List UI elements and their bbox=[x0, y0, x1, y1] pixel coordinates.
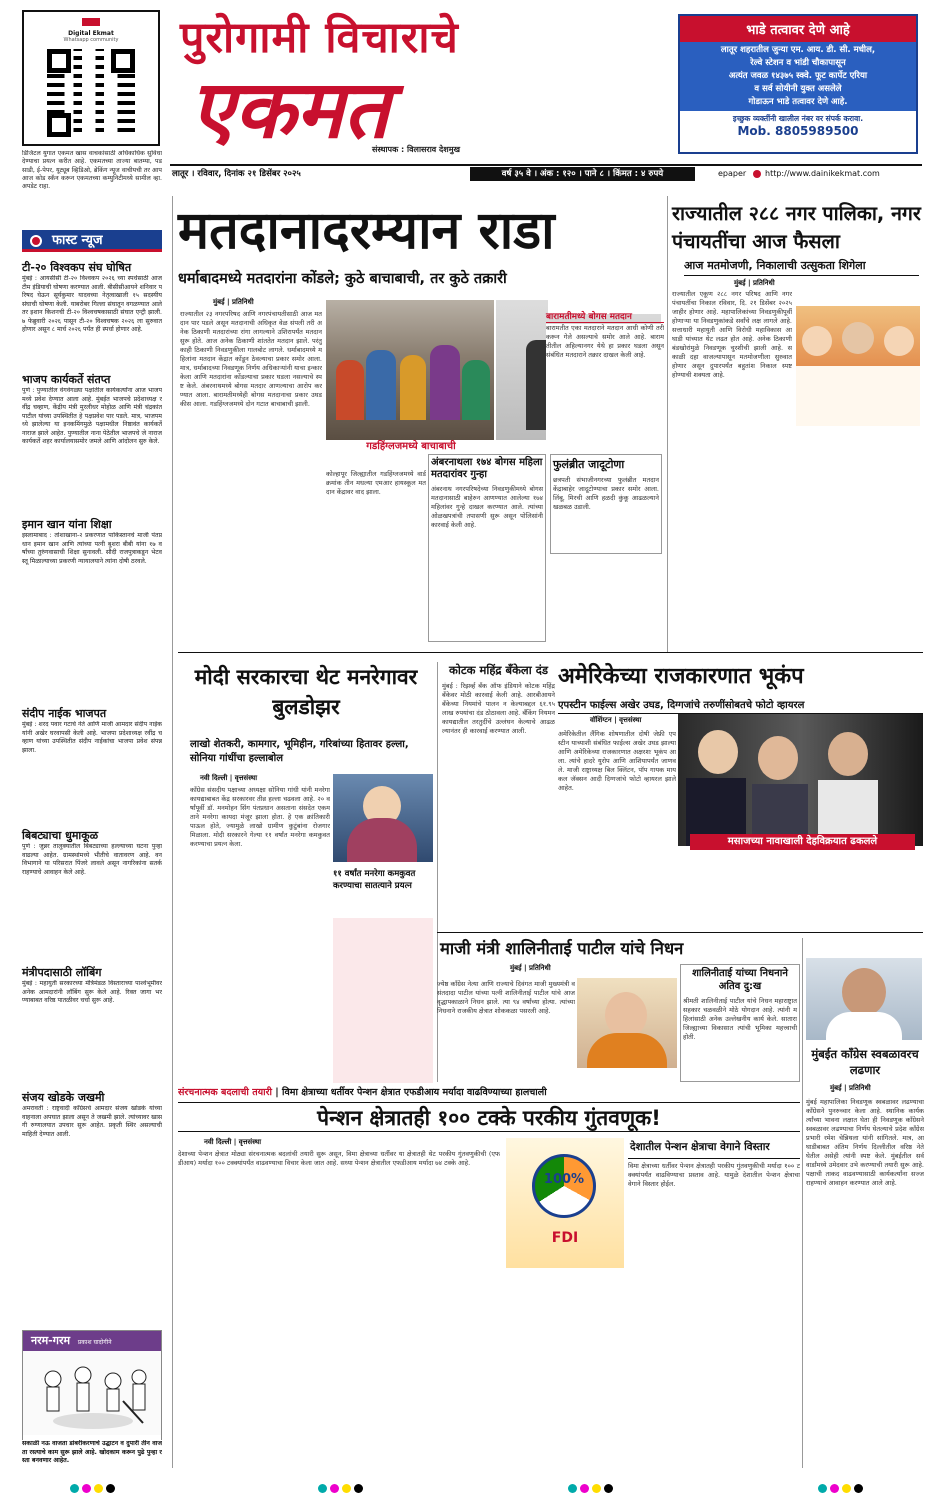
epaper-icon bbox=[753, 170, 761, 178]
rent-ad-title: भाडे तत्वावर देणे आहे bbox=[680, 16, 916, 42]
lead-body: राज्यातील २३ नगरपरिषद आणि नगरपंचायतीसाठी आज मतदान पार पडले असून मतदानाची अधिकृत वेळ संपली तरी अनेक ठिकाणी मतदारांच्या रांगा लागल्याने उशिरापर्यंत मतदान सुरू होते. आज अनेक ठिकाणी शांततेत मतदान झाले. परंतु काही ठिकाणी निवडणुकीला गालबोट लागले. धर्माबादमध्ये महिलांना मतदान केंद्रात कोंडून ठेवल्याचा प्रकार समोर आला. मात्र, धर्माबादच्या निवडणूक निर्णय अधिकाऱ्यांनी याचा इन्कार केला आणि मतदारांना कोंडल्याचा प्रकार घडला नसल्याचे स्पष्ट केले. अंबरनाथमध्ये बोगस मतदार आणल्याचा आरोप करण्यात आला. बारामतीमध्येही बोगस मतदानाचा प्रकार उघडकीस आला. गडहिंग्लजमध्ये दोन गटात बाचाबाची झाली. bbox=[180, 310, 322, 408]
modi-photo-caption: ११ वर्षांत मनरेगा कमकुवत करण्याचा सातत्याने प्रयत्न bbox=[333, 869, 416, 891]
america-body: अमेरिकेतील लैंगिक शोषणातील दोषी जेफ्री एपस्टीन याच्याशी संबंधित फाईल्स अखेर उघड झाल्या आणि अमेरिकेच्या राजकारणात अक्षरशः भूकंप आला. त्यांचे हादरे युरोप आणि आशियापर्यंत जाणवले. माजी राष्ट्राध्यक्ष बिल क्लिंटन, पॉप गायक मायकल जॅक्सन आदी दिग्गजांचे फोटो व्हायरल झाले आहेत. bbox=[558, 730, 676, 792]
fast-news-item bbox=[22, 828, 162, 951]
box3-title: बारामतीमध्ये बोगस मतदान bbox=[546, 310, 664, 323]
pension-graphic bbox=[506, 1138, 624, 1268]
cartoon-illustration bbox=[23, 1351, 161, 1435]
color-registration-marks bbox=[318, 1478, 366, 1497]
box2-title: फुलंब्रीत जादूटोणा bbox=[553, 458, 625, 471]
fast-news-item bbox=[22, 965, 162, 1090]
nagar-photo bbox=[796, 306, 920, 426]
fast-news-head: बिबट्याचा धुमाकूळ bbox=[22, 829, 99, 842]
fast-news-head: इमान खान यांना शिक्षा bbox=[22, 518, 112, 531]
pension-banner-red: संरचनात्मक बदलाची तयारी bbox=[178, 1087, 272, 1098]
website-link[interactable]: http://www.dainikekmat.com bbox=[765, 169, 880, 178]
modi-subhead: लाखो शेतकरी, कामगार, भूमिहीन, गरिबांच्या हितावर हल्ला, सोनिया गांधींचा हल्लाबोल bbox=[190, 739, 409, 764]
fast-news-body: पुणे : पुण्यातील वेगवेगळ्या पक्षांतील कार्यकर्त्यांना आज भाजपमध्ये प्रवेश देण्यात आला आहे. मुंबईत भाजपचे प्रदेशाध्यक्ष रवींद्र चव्हाण, केंद्रीय मंत्री मुरलीधर मोहोळ आणि मंत्री चंद्रकांत पाटील यांच्या उपस्थितीत हे पक्षप्रवेश पार पडले. मात्र, भाजपमध्ये झालेल्या या इनकमिंगमुळे पक्षामधील निष्ठावंत कार्यकर्ते नाराज झाले आहेत. पुण्यातील नाना पेठेतील भाजपचे जे नाराज कार्यकर्ते शहर कार्यालयासमोर जमले आणि आंदोलन सुरु केले. bbox=[22, 387, 162, 445]
naram-caption: सकाळी नऊ वाजता डांबरीकरणाचे उद्घाटन व दुपारी तीन वाजता रस्त्याचे काम सुरू झाले आहे. खोदकाम करून पुढे पुन्हा रस्ता बनवणार आहेत. bbox=[22, 1440, 162, 1470]
nagar-byline: मुंबई | प्रतिनिधी bbox=[734, 279, 775, 287]
fast-news-body: पुणे : जुन्नर तालुक्यातील बिबट्याच्या हल्ल्याच्या घटना पुन्हा वाढल्या आहेत. ग्रामस्थांमध्ये भीतीचे वातावरण आहे. वन विभागाने या परिसरात पिंजरे लावले असून नागरिकांना सतर्क राहण्याचे आवाहन केले आहे. bbox=[22, 843, 162, 876]
fast-news-body: मुंबई : शरद पवार गटाचे नेते आणि माजी आमदार संदीप नाईक यांनी अखेर घरवापसी केली आहे. भाजपा प्रदेशाध्यक्ष रवींद्र चव्हाण यांच्या उपस्थितीत संदीप नाईकांचा भाजपा प्रवेश संपन्न झाला. bbox=[22, 721, 162, 754]
color-registration-marks bbox=[70, 1478, 118, 1497]
shalini-box-title: शालिनीताई यांच्या निधनाने अतिव दु:ख bbox=[692, 968, 788, 992]
graphic-percent: 100% bbox=[543, 1172, 585, 1187]
fast-news-body: अमरावती : राष्ट्रवादी काँग्रेसचे आमदार संजय खोडके यांच्या वाहनाला अपघात झाला असून ते जखमी झाले. त्यांच्यावर खासगी रुग्णालयात उपचार सुरू आहेत. प्रकृती स्थिर असल्याची माहिती देण्यात आली. bbox=[22, 1105, 162, 1138]
fast-news-head: मंत्रीपदासाठी लॉबिंग bbox=[22, 966, 102, 979]
pension-box-body: विमा क्षेत्राच्या धर्तीवर पेन्शन क्षेत्रातही परकीय गुंतवणुकीची मर्यादा १०० टक्क्यांपर्यंत वाढविण्याचा प्रस्ताव आहे. यामुळे देशातील पेन्शन क्षेत्राचा वेगाने विस्तार होईल. bbox=[628, 1162, 800, 1188]
nagar-body: राज्यातील एकूण २८८ नगर परिषद आणि नगरपंचायतींचा निकाल रविवार, दि. २१ डिसेंबर २०२५ जाहीर होणार आहे. महापालिकांच्या निवडणुकीपूर्वी होणाऱ्या या निवडणुकांकडे सर्वांचे लक्ष लागले आहे. सत्ताधारी महायुती आणि विरोधी महाविकास आघाडी यांच्यात थेट लढत होत आहे. अनेक ठिकाणी बंडखोरांमुळे निवडणूक चुरशीची झाली आहे. सकाळी दहा वाजल्यापासून मतमोजणीला सुरुवात होणार असून दुपारपर्यंत बहुतांश निकाल स्पष्ट होण्याची शक्यता आहे. bbox=[672, 290, 792, 379]
fast-news-head: संदीप नाईक भाजपत bbox=[22, 707, 107, 720]
pension-banner: संरचनात्मक बदलाची तयारी | विमा क्षेत्राच्या धर्तीवर पेन्शन क्षेत्रात एफडीआय मर्यादा वाढविण्याच्या हालचाली bbox=[178, 1087, 547, 1098]
america-byline: वॉशिंग्टन | वृत्तसंस्था bbox=[590, 716, 642, 724]
bell-icon bbox=[30, 235, 42, 247]
lead-byline: मुंबई | प्रतिनिधी bbox=[213, 298, 254, 306]
issue-info: वर्ष ३५ वे । अंक : १२० । पाने ८ । किंमत : ४ रुपये bbox=[470, 167, 695, 181]
nagar-subhead: आज मतमोजणी, निकालाची उत्सुकता शिगेला bbox=[684, 258, 919, 276]
modi-headline: मोदी सरकारचा थेट मनरेगावर बुलडोझर bbox=[194, 665, 418, 719]
fast-news-body: इस्लामाबाद : तोशाखाना-२ प्रकरणात पाकिस्तानचे माजी पंतप्रधान इमान खान आणि त्यांच्या पत्नी बुशरा बीबी यांना १७ वर्षांच्या तुरुंगवासाची शिक्षा सुनावली. सौदी राजपुत्राकडून भेटवस्तू मिळाल्याच्या प्रकरणी न्यायालयाने त्यांना दोषी ठरवले. bbox=[22, 532, 162, 565]
qr-code[interactable] bbox=[47, 49, 135, 137]
nagar-headline: राज्यातील २८८ नगर पालिका, नगर पंचायतींचा आज फैसला bbox=[672, 202, 921, 253]
graphic-fdi: FDI bbox=[551, 1230, 579, 1246]
fast-news-head: टी-२० विश्वकप संघ घोषित bbox=[22, 261, 132, 274]
modi-byline: नवी दिल्ली | वृत्तसंस्था bbox=[200, 774, 258, 782]
modi-body-2 bbox=[333, 918, 433, 1083]
lead-subhead: धर्माबादमध्ये मतदारांना कोंडले; कुठे बाचाबाची, तर कुठे तक्रारी bbox=[178, 271, 507, 287]
pension-headline-bar bbox=[178, 1102, 800, 1132]
dateline: लातूर । रविवार, दिनांक २१ डिसेंबर २०२५ bbox=[172, 169, 301, 179]
divider-2 bbox=[437, 932, 923, 933]
fast-news-head: भाजप कार्यकर्ते संतप्त bbox=[22, 373, 111, 386]
america-photo-caption: मसाजच्या नावाखाली देहविक्रयात ढकलले bbox=[690, 834, 915, 850]
fast-news-item bbox=[22, 260, 162, 383]
box1-title: अंबरनाथला १७४ बोगस महिला मतदारांवर गुन्हा bbox=[431, 457, 543, 480]
america-subhead: एपस्टीन फाईल्स अखेर उघड, दिग्गजांचे तरुणींसोबतचे फोटो व्हायरल bbox=[558, 697, 923, 714]
epaper-label[interactable]: epaper bbox=[718, 169, 747, 178]
fast-news-header: फास्ट न्यूज bbox=[22, 230, 162, 252]
masthead-tagline: पुरोगामी विचाराचे bbox=[180, 13, 459, 63]
chennithala-photo bbox=[806, 958, 922, 1040]
shalini-headline: माजी मंत्री शालिनीताई पाटील यांचे निधन bbox=[440, 939, 684, 958]
color-registration-marks bbox=[568, 1478, 616, 1497]
col-rule bbox=[667, 196, 668, 652]
fast-news-body: मुंबई : महायुती सरकारच्या मंत्रिमंडळ विस्ताराच्या पार्श्वभूमीवर अनेक आमदारांनी लॉबिंग सुरू केले आहे. रिक्त जागा भरण्याबाबत वरिष्ठ पातळीवर चर्चा सुरू आहे. bbox=[22, 980, 162, 1004]
america-body-3 bbox=[558, 900, 923, 930]
shalini-byline: मुंबई | प्रतिनिधी bbox=[510, 964, 551, 972]
box2-body: छत्रपती संभाजीनगरच्या फुलंब्रीत मतदान केंद्राबाहेर जादूटोण्याचा प्रकार समोर आला. लिंबू, मिरची आणि हळदी कुंकू आढळल्याने खळबळ उडाली. bbox=[553, 476, 659, 511]
qr-sub: Whatsapp community bbox=[63, 37, 119, 43]
shalini-box-body: श्रीमती शालिनीताई पाटील यांचे निधन महाराष्ट्रात सहकार चळवळीने मोठे योगदान आहे. त्यांनी महिलांसाठी अनेक उल्लेखनीय कार्य केले. सातारा जिल्ह्याच्या विकासात त्यांची भूमिका महत्त्वाची होती. bbox=[683, 997, 797, 1041]
pension-headline: पेन्शन क्षेत्रातही १०० टक्के परकीय गुंतवणूक! bbox=[317, 1106, 661, 1130]
nagar-body-2 bbox=[796, 430, 920, 640]
box-ambernath bbox=[428, 454, 546, 642]
date-rule-top bbox=[170, 164, 922, 166]
lead-photo-caption: गडहिंग्लजमध्ये बाचाबाची bbox=[366, 441, 456, 452]
epstein-photo bbox=[678, 714, 923, 846]
naram-credit: प्रकाश घादोगीने bbox=[77, 1339, 112, 1346]
pension-box bbox=[628, 1138, 800, 1470]
fast-news-item bbox=[22, 1090, 162, 1205]
box3-body: बारामतीत एका मतदाराने मतदान आधी कोणी तरी करून गेले असल्याचे समोर आले आहे. बारामतीतील अहिल्यानगर येथे हा प्रकार घडला असून संबंधित मतदाराने तक्रार दाखल केली आहे. bbox=[546, 324, 664, 444]
mumbai-congress-byline: मुंबई | प्रतिनिधी bbox=[830, 1084, 871, 1092]
divider-1 bbox=[178, 652, 923, 653]
fast-news-item bbox=[22, 517, 162, 700]
modi-body: काँग्रेस संसदीय पक्षाच्या अध्यक्षा सोनिया गांधी यांनी मनरेगा कायद्याबाबत केंद्र सरकारवर तीव्र हल्ला चढवला आहे. २० वर्षांपूर्वी डॉ. मनमोहन सिंग पंतप्रधान असताना संसदेत एकमताने मनरेगा कायदा मंजूर झाला होता. हे एक क्रांतिकारी पाऊल होते, ज्यामुळे लाखो ग्रामीण कुटुंबांना रोजगार मिळाला. मोदी सरकारने गेल्या ११ वर्षांत मनरेगा कमकुवत करण्याचा प्रयत्न केला. bbox=[190, 786, 330, 848]
box1-body: अंबरनाथ नगरपरिषदेच्या निवडणुकीमध्ये बोगस मतदानासाठी बाहेरुन आणण्यात आलेल्या १७४ महिलांवर गुन्हे दाखल करण्यात आले. त्यांच्या ओळखपत्रांची तपासणी सुरू असून पोलिसांनी कारवाई केली आहे. bbox=[431, 485, 543, 529]
box-fulambri bbox=[550, 454, 662, 554]
col-rule bbox=[802, 938, 803, 1468]
shalini-body: ज्येष्ठ काँग्रेस नेत्या आणि राज्याचे दिवंगत माजी मुख्यमंत्री वसंतदादा पाटील यांच्या पत्नी शालिनीताई पाटील यांचे आज वृद्धापकाळाने निधन झाले. त्या ९४ वर्षांच्या होत्या. त्यांच्या निधनाने राजकीय क्षेत्रात शोककळा पसरली आहे. bbox=[437, 980, 575, 1015]
qr-label: Digital Ekmat bbox=[68, 30, 114, 37]
mumbai-congress-body: मुंबई महापालिका निवडणूक स्वबळावर लढण्याचा काँग्रेसने पुनरुच्चार केला आहे. स्थानिक कार्यकर्त्यांच्या भावना लक्षात घेता ही निवडणूक काँग्रेसने स्वबळावर लढण्याचा निर्णय घेतल्याचे प्रदेश काँग्रेस प्रभारी रमेश चेन्निथला यांनी सांगितले. मात्र, आघाडीबाबत अंतिम निर्णय दिल्लीतील वरिष्ठ नेते घेतील असेही त्यांनी स्पष्ट केले. मुंबईतील सर्व वार्डांमध्ये उमेदवार उभे करण्याची तयारी सुरू आहे. पक्षाची ताकद वाढवण्यासाठी कार्यकर्त्यांना सज्ज राहण्याचे आवाहन करण्यात आले आहे. bbox=[806, 1098, 924, 1187]
founder-line: संस्थापक : विलासराव देशमुख bbox=[372, 145, 461, 154]
mumbai-congress-headline: मुंबईत काँग्रेस स्वबळावरच लढणार bbox=[811, 1047, 919, 1077]
rent-ad-contact: इच्छुक व्यक्तींनी खालील नंबर वर संपर्क करावा. bbox=[732, 114, 864, 123]
naram-garam-header: नरम-गरम प्रकाश घादोगीने bbox=[23, 1331, 161, 1351]
pension-banner-text: विमा क्षेत्राच्या धर्तीवर पेन्शन क्षेत्रात एफडीआय मर्यादा वाढविण्याच्या हालचाली bbox=[282, 1087, 547, 1098]
america-body-2 bbox=[678, 852, 923, 892]
rent-ad-lines: लातूर शहरातील जुन्या एम. आय. डी. सी. मधील, रेल्वे स्टेशन व भांडी चौकापासून अत्यंत जवळ १४३७५ स्क्वे. फूट कार्पेट एरिया व सर्व सोयीनी युक्त असलेले गोडाऊन भाडे तत्वावर देणे आहे. bbox=[680, 42, 916, 111]
qr-caption: डिजिटल युगात एकमत खास वाचकांसाठी अधिकाधिक सुविधा देण्याचा प्रयत्न करीत आहे. एकमतच्या ताज्या बातम्या, पडसाडी, ई-पेपर, यूट्यूब व्हिडिओ, ब्रेकिंग न्यूज वाचीयची तर आप आज कोड स्कॅन करून एकमतच्या कम्युनिटीमध्ये सामील व्हा. अपडेट राहा. bbox=[22, 150, 162, 191]
qr-box bbox=[22, 10, 160, 146]
pension-box-title: देशातील पेन्शन क्षेत्राचा वेगाने विस्तार bbox=[628, 1138, 800, 1159]
lead-photo2-caption: कोल्हापूर जिल्ह्यातील गडहिंग्लजमध्ये वार्ड क्रमांक तीन मधल्या एमआर हायस्कूल मतदान केंद्रावर वाद झाला. bbox=[326, 470, 426, 496]
sonia-photo bbox=[333, 774, 433, 862]
lead-photo bbox=[326, 300, 494, 440]
pension-body: देशाच्या पेन्शन क्षेत्रात मोठ्या संरचनात्मक बदलांची तयारी सुरू असून, विमा क्षेत्राच्या धर्तीवर या क्षेत्रातही थेट परकीय गुंतवणुकीची (एफडीआय) मर्यादा १०० टक्क्यांपर्यंत वाढवण्याचा विचार केला जात आहे. सध्या पेन्शन क्षेत्रातील एफडीआय मर्यादा ७४ टक्के आहे. bbox=[178, 1150, 500, 1167]
fast-news-body: मुंबई : आयसीसी टी-२० विश्वकप २०२६ च्या स्पर्धेसाठी आज टीम इंडियाची घोषणा करण्यात आली. बीसीसीआयने शनिवार परिषद घेऊन सूर्यकुमार यादवच्या नेतृत्वाखाली १५ सदस्यीय संघाची घोषणा केली. याबरोबर गिल्ला संघातून वगळण्यात आले तर इशान किशनची टी-२० विश्वचषकासाठी संघात एन्ट्री झाली. ७ फेब्रुवारी २०२६ पासून टी-२० विश्वचषक २०२६ ला सुरुवात होणार असून ८ मार्च २०२६ पर्यंत ही स्पर्धा होणार आहे. bbox=[22, 275, 162, 333]
lead-headline: मतदानादरम्यान राडा bbox=[178, 201, 555, 261]
col-rule bbox=[172, 196, 173, 1468]
rent-ad-mobile: Mob. 8805989500 bbox=[737, 124, 859, 138]
shalini-photo bbox=[577, 978, 677, 1068]
fast-news-head: संजय खोडके जखमी bbox=[22, 1091, 105, 1104]
fast-news-item bbox=[22, 706, 162, 821]
fast-news-item bbox=[22, 372, 162, 512]
lead-continued bbox=[550, 558, 662, 646]
masthead-title: एकमत bbox=[190, 63, 390, 156]
kotak-headline: कोटक महिंद्र बँकेला दंड bbox=[449, 663, 548, 677]
kotak-body: मुंबई : रिझर्व्ह बँक ऑफ इंडियाने कोटक महिंद्र बँकेवर मोठी कारवाई केली आहे. आरबीआयने बँकेच्या नियमांचे पालन न केल्याबद्दल ६१.९५ लाख रुपयांचा दंड ठोठावला आहे. बँकिंग नियमन कायद्यातील तरतुदींचे उल्लंघन केल्याचे आढळल्यानंतर ही कारवाई करण्यात आली. bbox=[442, 682, 555, 735]
color-registration-marks bbox=[818, 1478, 866, 1497]
america-headline: अमेरिकेच्या राजकारणात भूकंप bbox=[558, 664, 804, 689]
rent-ad bbox=[678, 14, 918, 154]
ekmat-mini-logo bbox=[82, 18, 100, 26]
pension-byline: नवी दिल्ली | वृत्तसंस्था bbox=[204, 1138, 262, 1146]
shalini-box bbox=[680, 964, 800, 1082]
